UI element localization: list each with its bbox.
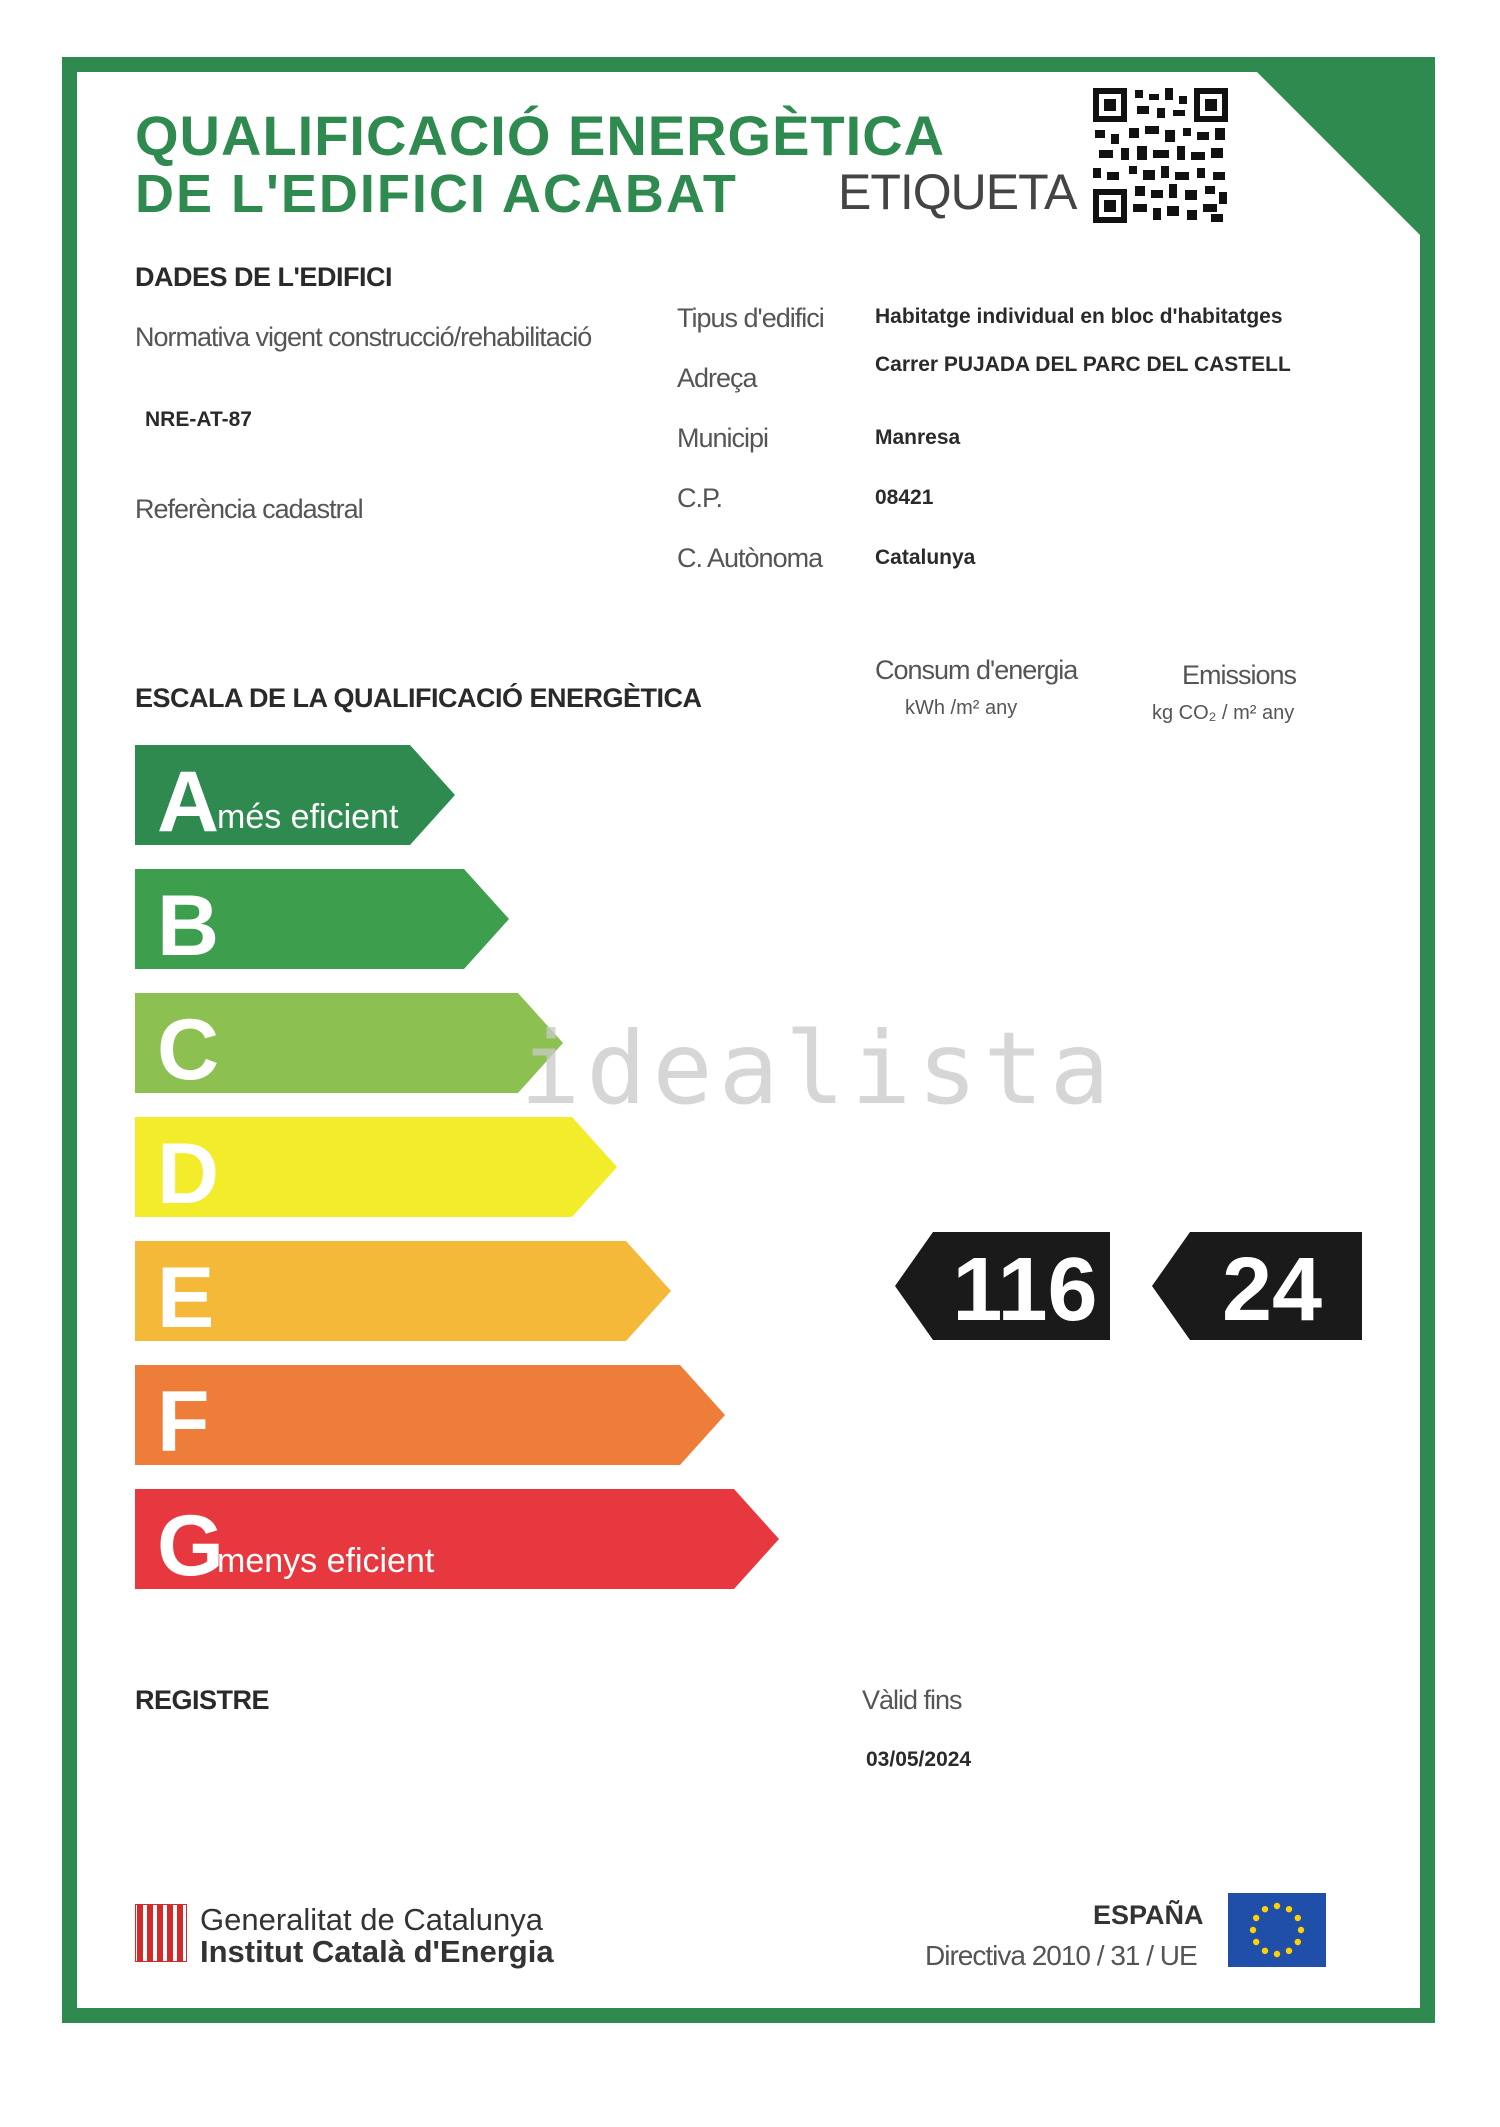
energy-class-caption: menys eficient	[217, 1542, 435, 1580]
eu-star-icon	[1262, 1906, 1268, 1912]
generalitat-name	[200, 1904, 554, 1968]
eu-star-icon	[1295, 1939, 1301, 1945]
emissions-unit: kg CO₂ / m² any	[1152, 702, 1295, 724]
energy-class-caption: més eficient	[217, 798, 399, 836]
building-type-label: Tipus d'edifici	[677, 303, 824, 333]
registry-label: REGISTRE	[135, 1685, 270, 1715]
address-value: Carrer PUJADA DEL PARC DEL CASTELL	[875, 353, 1291, 376]
energy-class-f	[135, 1365, 725, 1470]
etiqueta-label: ETIQUETA	[838, 164, 1077, 220]
emissions-label: Emissions	[1182, 660, 1297, 690]
energy-class-letter: D	[157, 1126, 220, 1222]
energy-class-c	[135, 993, 563, 1098]
emissions-value: 24	[1221, 1240, 1323, 1340]
eu-star-icon	[1286, 1906, 1292, 1912]
energy-class-g	[135, 1489, 779, 1594]
generalitat-logo-icon	[135, 1904, 187, 1962]
valid-until-date: 03/05/2024	[866, 1748, 972, 1771]
org-line-1: Generalitat de Catalunya	[200, 1902, 543, 1937]
building-data-heading: DADES DE L'EDIFICI	[135, 262, 392, 292]
energy-class-letter: A	[157, 754, 220, 850]
energy-class-letter: B	[157, 878, 220, 974]
region-label: C. Autònoma	[677, 543, 823, 573]
country-label: ESPAÑA	[1093, 1900, 1204, 1930]
address-label: Adreça	[677, 363, 757, 393]
emissions-badge	[1152, 1232, 1362, 1340]
title-line-2: DE L'EDIFICI ACABAT	[135, 164, 738, 224]
energy-class-b	[135, 869, 509, 974]
consumption-value: 116	[952, 1240, 1098, 1340]
eu-star-icon	[1250, 1927, 1256, 1933]
org-line-2: Institut Català d'Energia	[200, 1934, 554, 1969]
directive-label: Directiva 2010 / 31 / UE	[925, 1940, 1197, 1971]
energy-class-a	[135, 745, 455, 850]
region-value: Catalunya	[875, 546, 976, 569]
postal-code-label: C.P.	[677, 483, 723, 513]
energy-class-letter: C	[157, 1002, 220, 1098]
scale-heading: ESCALA DE LA QUALIFICACIÓ ENERGÈTICA	[135, 683, 702, 713]
eu-star-icon	[1298, 1927, 1304, 1933]
municipality-value: Manresa	[875, 426, 961, 449]
eu-star-icon	[1274, 1951, 1280, 1957]
municipality-label: Municipi	[677, 423, 769, 453]
cadastral-label: Referència cadastral	[135, 494, 363, 524]
postal-code-value: 08421	[875, 486, 934, 509]
eu-star-icon	[1253, 1915, 1259, 1921]
watermark: idealista	[520, 1010, 1116, 1127]
title-line-1: QUALIFICACIÓ ENERGÈTICA	[135, 104, 946, 167]
consumption-badge	[895, 1232, 1110, 1340]
energy-class-e	[135, 1241, 671, 1346]
valid-until-label: Vàlid fins	[862, 1685, 962, 1715]
energy-class-letter: F	[157, 1374, 210, 1470]
eu-star-icon	[1286, 1948, 1292, 1954]
normativa-value: NRE-AT-87	[145, 408, 252, 431]
eu-star-icon	[1274, 1903, 1280, 1909]
energy-class-arrow	[135, 1241, 671, 1341]
eu-star-icon	[1295, 1915, 1301, 1921]
normativa-label: Normativa vigent construcció/rehabilitació	[135, 322, 592, 352]
eu-star-icon	[1253, 1939, 1259, 1945]
eu-star-icon	[1262, 1948, 1268, 1954]
energy-class-d	[135, 1117, 617, 1222]
energy-class-letter: G	[157, 1498, 224, 1594]
energy-class-arrow	[135, 1365, 725, 1465]
consumption-label: Consum d'energia	[875, 655, 1078, 685]
building-type-value: Habitatge individual en bloc d'habitatges	[875, 305, 1283, 328]
energy-class-letter: E	[157, 1250, 215, 1346]
eu-flag-icon	[1228, 1893, 1326, 1967]
consumption-unit: kWh /m² any	[905, 697, 1018, 719]
